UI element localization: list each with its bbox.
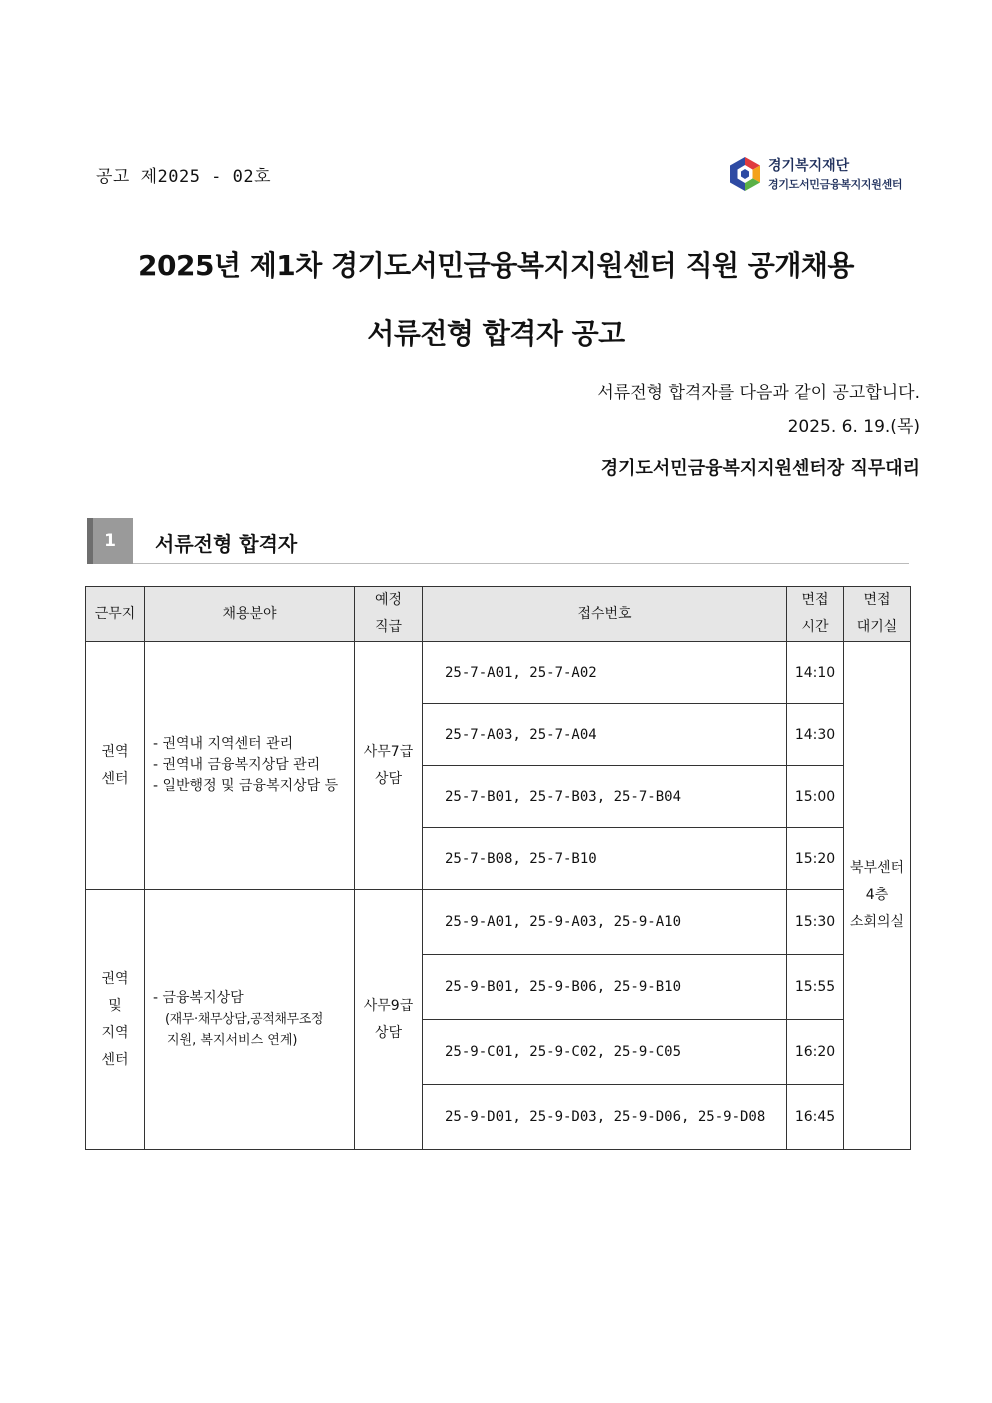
receipt-numbers: 25-9-B01, 25-9-B06, 25-9-B10 <box>423 955 787 1020</box>
waiting-room-line: 소회의실 <box>849 914 905 930</box>
logo-center-name: 경기도서민금융복지지원센터 <box>768 178 903 191</box>
waiting-room <box>844 642 911 1150</box>
interview-time: 16:45 <box>787 1085 844 1150</box>
group2-field-line: 지원, 복지서비스 연계) <box>167 1033 298 1048</box>
header-grade-line2: 직급 <box>374 619 403 635</box>
notice-date: 2025. 6. 19.(목) <box>787 417 920 437</box>
group1-field-line: - 권역내 지역센터 관리 <box>153 736 294 752</box>
interview-time: 15:30 <box>787 890 844 955</box>
interview-time: 15:55 <box>787 955 844 1020</box>
interview-time: 15:00 <box>787 766 844 828</box>
group2-field-line: - 금융복지상담 <box>153 990 244 1006</box>
receipt-numbers: 25-9-D01, 25-9-D03, 25-9-D06, 25-9-D08 <box>423 1085 787 1150</box>
section-number-box <box>87 518 133 564</box>
group2-grade-line: 상담 <box>374 1024 403 1041</box>
group1-workplace <box>86 642 145 890</box>
page-title-line2: 서류전형 합격자 공고 <box>367 317 625 350</box>
group2-workplace-line: 센터 <box>101 1051 129 1068</box>
group2-field <box>145 890 355 1150</box>
header-time <box>787 587 844 642</box>
page-title-line1: 2025년 제1차 경기도서민금융복지지원센터 직원 공개채용 <box>138 249 854 282</box>
group1-grade-line: 사무7급 <box>363 743 414 760</box>
header-room-line2: 대기실 <box>856 619 898 635</box>
interview-time: 15:20 <box>787 828 844 890</box>
section-divider <box>133 563 909 564</box>
foundation-logo <box>728 154 918 196</box>
interview-time: 16:20 <box>787 1020 844 1085</box>
group1-workplace-line: 센터 <box>101 770 129 787</box>
header-time-line2: 시간 <box>801 619 829 635</box>
header-grade-line1: 예정 <box>374 592 403 608</box>
header-field: 채용분야 <box>145 587 355 642</box>
table-row <box>86 890 911 955</box>
receipt-numbers: 25-9-A01, 25-9-A03, 25-9-A10 <box>423 890 787 955</box>
section-number: 1 <box>104 531 116 551</box>
group2-field-line: (재무·채무상담,공적채무조정 <box>165 1012 324 1027</box>
header-grade <box>355 587 423 642</box>
interview-time: 14:10 <box>787 642 844 704</box>
header-time-line1: 면접 <box>801 592 829 608</box>
results-table <box>85 586 911 1150</box>
waiting-room-line: 북부센터 <box>849 860 905 876</box>
group2-workplace-line: 및 <box>108 997 122 1014</box>
waiting-room-line: 4층 <box>865 887 889 903</box>
receipt-numbers: 25-7-A01, 25-7-A02 <box>423 642 787 704</box>
intro-text: 서류전형 합격자를 다음과 같이 공고합니다. <box>597 383 920 403</box>
group1-field-line: - 권역내 금융복지상담 관리 <box>153 757 321 773</box>
group1-grade-line: 상담 <box>374 770 403 787</box>
group2-grade <box>355 890 423 1150</box>
interview-time: 14:30 <box>787 704 844 766</box>
group1-workplace-line: 권역 <box>101 743 129 760</box>
header-receipt: 접수번호 <box>423 587 787 642</box>
table-header-row <box>86 587 911 642</box>
receipt-numbers: 25-7-B01, 25-7-B03, 25-7-B04 <box>423 766 787 828</box>
receipt-numbers: 25-7-A03, 25-7-A04 <box>423 704 787 766</box>
header-room-line1: 면접 <box>863 592 891 608</box>
logo-org-name: 경기복지재단 <box>768 158 850 174</box>
group2-grade-line: 사무9급 <box>363 997 414 1014</box>
section-header <box>87 518 909 564</box>
section-title: 서류전형 합격자 <box>155 532 298 556</box>
header-workplace: 근무지 <box>86 587 145 642</box>
notice-number: 공고 제2025 - 02호 <box>96 167 272 187</box>
group2-workplace-line: 지역 <box>101 1024 129 1041</box>
group1-grade <box>355 642 423 890</box>
group1-field <box>145 642 355 890</box>
receipt-numbers: 25-9-C01, 25-9-C02, 25-9-C05 <box>423 1020 787 1085</box>
group1-field-line: - 일반행정 및 금융복지상담 등 <box>153 778 339 794</box>
issuer-name: 경기도서민금융복지지원센터장 직무대리 <box>600 458 920 479</box>
group2-workplace-line: 권역 <box>101 970 129 987</box>
receipt-numbers: 25-7-B08, 25-7-B10 <box>423 828 787 890</box>
table-row <box>86 642 911 704</box>
foundation-logo-icon <box>728 156 762 192</box>
group2-workplace <box>86 890 145 1150</box>
header-room <box>844 587 911 642</box>
